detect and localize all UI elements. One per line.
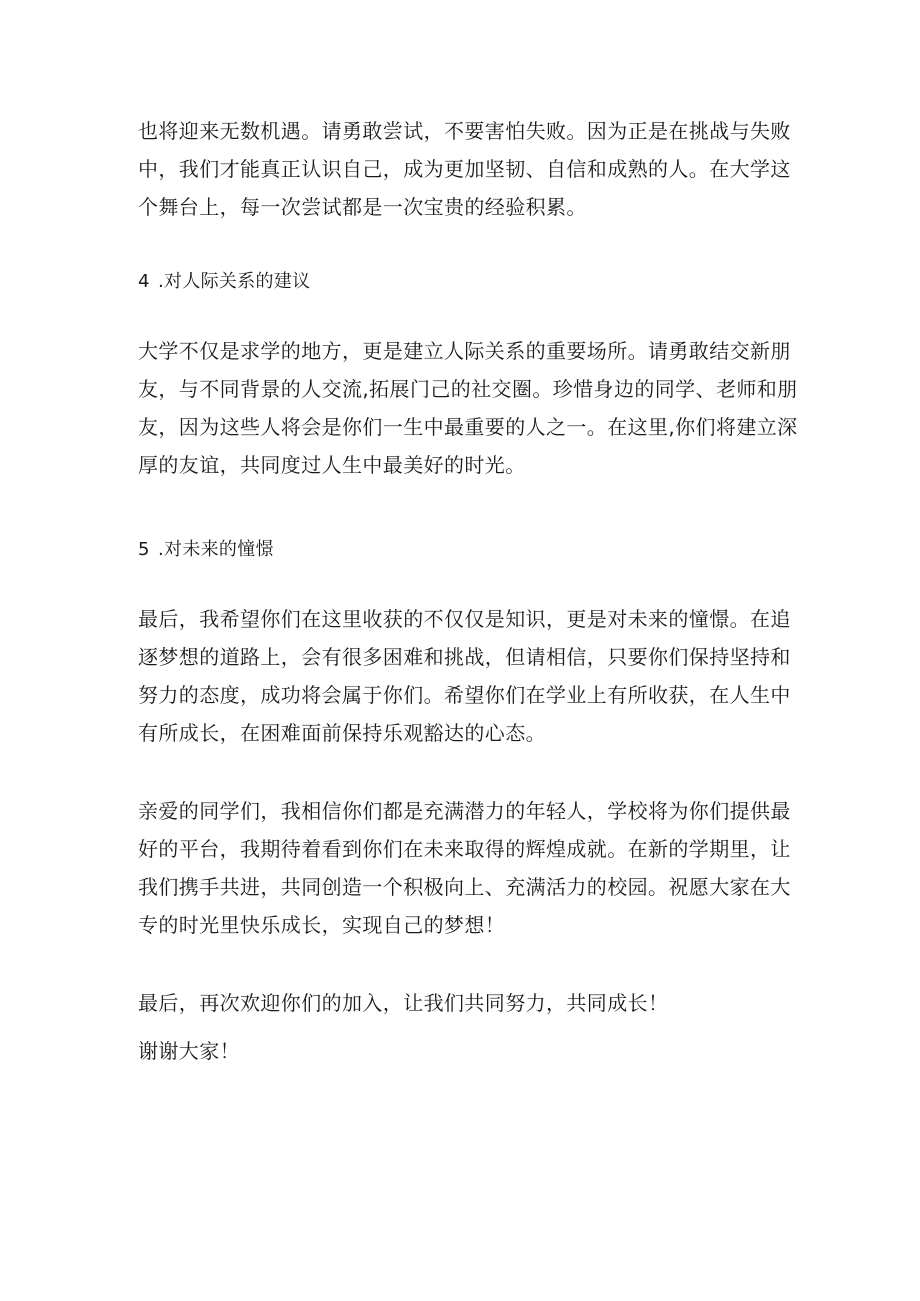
section-title: .对未来的憧憬 [158,539,274,560]
section-title: .对人际关系的建议 [158,271,311,292]
text-line: 我们携手共进，共同创造一个积极向上、充满活力的校园。祝愿大家在大 [138,875,791,899]
text-line: 大学不仅是求学的地方，更是建立人际关系的重要场所。请勇敢结交新朋 [138,339,791,363]
text-line: 最后，再次欢迎你们的加入，让我们共同努力，共同成长！ [138,991,669,1015]
text-line: 努力的态度，成功将会属于你们。希望你们在学业上有所收获，在人生中 [138,683,791,707]
text-line: 最后，我希望你们在这里收获的不仅仅是知识，更是对未来的憧憬。在追 [138,607,791,631]
text-line: 逐梦想的道路上，会有很多困难和挑战，但请相信，只要你们保持坚持和 [138,645,791,669]
section-number: 4 [138,271,150,292]
paragraph-challenge [138,112,791,226]
paragraph-welcome [138,984,788,1022]
paragraph-students [138,792,791,944]
text-line: 也将迎来无数机遇。请勇敢尝试，不要害怕失败。因为正是在挑战与失败 [138,119,791,143]
text-line: 中，我们才能真正认识自己，成为更加坚韧、自信和成熟的人。在大学这 [138,157,791,181]
text-line: 友，与不同背景的人交流,拓展门己的社交圈。珍惜身边的同学、老师和朋 [138,377,798,401]
text-line: 友，因为这些人将会是你们一生中最重要的人之一。在这里,你们将建立深 [138,415,798,439]
section-heading-4 [138,268,310,296]
section-number: 5 [138,539,150,560]
paragraph-relationships [138,332,798,484]
text-line: 厚的友谊，共同度过人生中最美好的时光。 [138,453,526,477]
text-line: 亲爱的同学们，我相信你们都是充满潜力的年轻人，学校将为你们提供最 [138,799,791,823]
text-line: 有所成长，在困难面前保持乐观豁达的心态。 [138,721,546,745]
text-line: 好的平台，我期待着看到你们在未来取得的辉煌成就。在新的学期里，让 [138,837,791,861]
paragraph-thanks [138,1032,788,1070]
text-line: 谢谢大家！ [138,1039,240,1063]
text-line: 专的时光里快乐成长，实现自己的梦想！ [138,913,506,937]
paragraph-future [138,600,791,752]
text-line: 个舞台上，每一次尝试都是一次宝贵的经验积累。 [138,195,587,219]
section-heading-5 [138,536,274,564]
